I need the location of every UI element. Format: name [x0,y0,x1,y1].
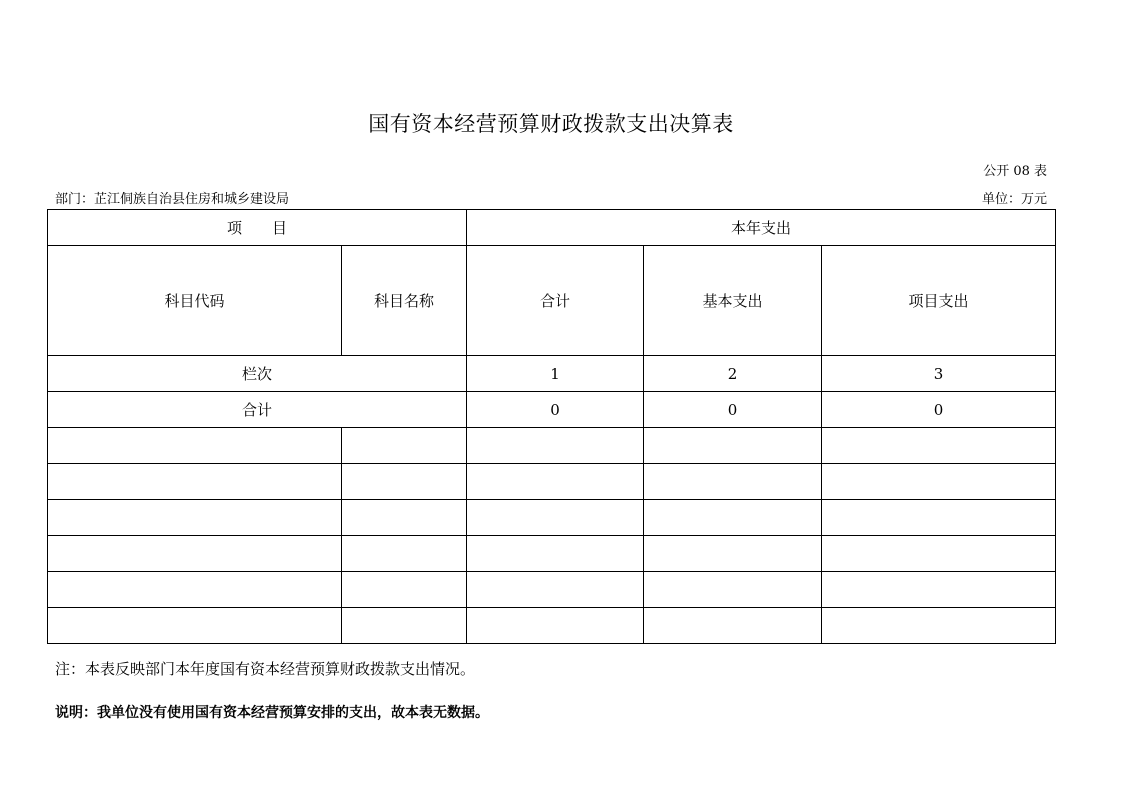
table-row [48,464,1056,500]
header-item: 项 目 [48,210,467,246]
table-cell [48,536,342,572]
table-cell [467,500,644,536]
table-subheader-row [48,246,1056,356]
table-note: 注：本表反映部门本年度国有资本经营预算财政拨款支出情况。 [55,660,476,678]
table-cell [467,572,644,608]
table-cell [822,464,1056,500]
total-value-project: 0 [822,392,1056,428]
col-project: 项目支出 [822,246,1056,356]
total-row-label: 合计 [48,392,467,428]
total-value-basic: 0 [644,392,822,428]
table-cell [467,536,644,572]
table-cell [342,572,467,608]
table-cell [467,464,644,500]
table-cell [644,536,822,572]
table-cell [48,464,342,500]
total-row [48,392,1056,428]
table-cell [644,464,822,500]
expenditure-table [47,209,1056,644]
explanation-text: 说明：我单位没有使用国有资本经营预算安排的支出，故本表无数据。 [55,705,489,721]
table-cell [644,500,822,536]
col-total: 合计 [467,246,644,356]
table-cell [822,536,1056,572]
table-cell [48,500,342,536]
department-label: 部门：芷江侗族自治县住房和城乡建设局 [55,192,290,207]
col-subject-name: 科目名称 [342,246,467,356]
table-cell [342,608,467,644]
column-number-3: 3 [822,356,1056,392]
table-cell [48,608,342,644]
table-row [48,500,1056,536]
table-cell [822,572,1056,608]
column-number-label: 栏次 [48,356,467,392]
table-cell [342,536,467,572]
col-basic: 基本支出 [644,246,822,356]
table-cell [644,572,822,608]
table-row [48,536,1056,572]
col-subject-code: 科目代码 [48,246,342,356]
table-cell [644,428,822,464]
header-current-year: 本年支出 [467,210,1056,246]
unit-label: 单位：万元 [981,192,1047,207]
table-cell [822,428,1056,464]
table-cell [48,572,342,608]
table-cell [342,428,467,464]
table-cell [467,608,644,644]
table-cell [822,608,1056,644]
column-number-1: 1 [467,356,644,392]
table-row [48,428,1056,464]
total-value-total: 0 [467,392,644,428]
column-number-2: 2 [644,356,822,392]
table-cell [342,500,467,536]
form-number: 公开 08 表 [983,164,1047,179]
table-cell [644,608,822,644]
table-row [48,608,1056,644]
column-number-row [48,356,1056,392]
table-row [48,572,1056,608]
page-title: 国有资本经营预算财政拨款支出决算表 [368,112,734,136]
table-cell [342,464,467,500]
table-cell [467,428,644,464]
table-cell [822,500,1056,536]
table-cell [48,428,342,464]
table-header-row [48,210,1056,246]
